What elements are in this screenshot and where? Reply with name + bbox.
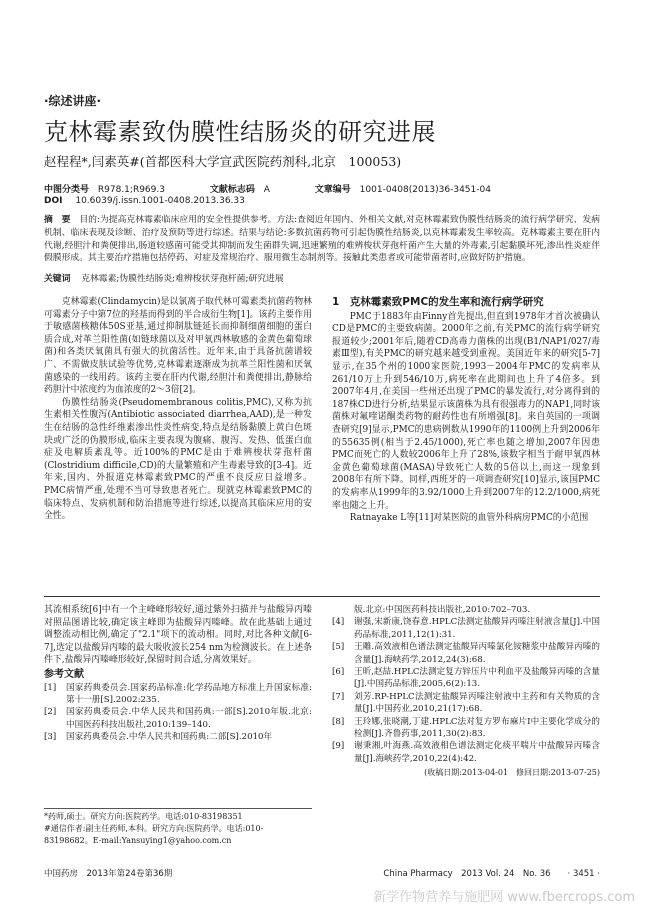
reference-item: [1] 国家药典委员会.国家药品标准:化学药品地方标准上升国家标准:第十一册[S].2002:235. bbox=[44, 682, 312, 705]
reference-item: [3] 国家药典委员会.中华人民共和国药典:二部[S].2010年 bbox=[44, 732, 273, 743]
references-heading: 参考文献 bbox=[44, 668, 84, 680]
reference-item: [9] 谢秉湘,叶海燕.高效液相色谱法测定化痰平喘片中盐酸异丙嗪含量[J].海峡药学,2010,22(4):42. bbox=[332, 741, 600, 764]
clc-label: 中图分类号 bbox=[44, 185, 90, 195]
body-paragraph: PMC于1883年由Finny首先提出,但直到1978年才首次被确认CD是PMC的主要致病菌。2000年之前,有关PMC的流行病学研究报道较少;2001年后,随着CD高毒力菌株的出现(B1/NAP1/027/毒素Ⅲ型),有关PMC的研究越来越受到重视。美国近年来的研究[5-7]显示,在35个州的1000家医院,1993－2004年PMC的发病率从261/10万上升到546/10万,病死率在此期间也上升了4倍多。到2007年4月,在美国一些州还出现了PMC的暴发流行,对分离得到的187株CD进行分析,结果显示该菌株为具有很强毒力的NAP1,同时该菌株对氟喹诺酮类药物的耐药性也有所增强[8]。来自英国的一项调查研究[9]显示,PMC的患病例数从1990年的1100例上升到2006年的55635例(相当于2.45/1000),死亡率也随之增加,2007年因患PMC而死亡的人数较2006年上升了28%,该数字相当于耐甲氧西林金黄色葡萄球菌(MASA)导致死亡人数的5倍以上,而这一现象到2008年有所下降。同样,西班牙的一项调查研究[10]显示,该国PMC的发病率从1999年的3.92/1000上升到2007年的12.2/1000,病死率也随之上升。 bbox=[332, 311, 600, 511]
lower-left-column bbox=[44, 604, 312, 744]
authors: 赵程程*,闫素英#(首都医科大学宣武医院药剂科,北京 100053) bbox=[44, 154, 402, 169]
reference-item: [6] 王昕,赵喆.HPLC法测定复方锌压片中利血平及盐酸异丙嗪的含量[J].中国药品标准,2005,6(2):13. bbox=[332, 667, 600, 690]
meta-row-classification bbox=[44, 182, 491, 195]
body-paragraph: Ratnayake L等[11]对某医院的血管外科病房PMC的小范围 bbox=[349, 513, 589, 524]
section-heading: 1 克林霉素致PMC的发生率和流行病学研究 bbox=[332, 296, 544, 308]
abstract bbox=[44, 214, 600, 265]
left-column bbox=[44, 296, 312, 523]
clc-value: R978.1;R969.3 bbox=[97, 185, 165, 195]
footer-journal-en: China Pharmacy 2013 Vol. 24 No. 36 · 3451 · bbox=[383, 869, 600, 879]
received-dates: (收稿日期:2013-04-01 修回日期:2013-07-25) bbox=[424, 768, 600, 778]
reference-item: [8] 王玲娜,张晓潮,丁建.HPLC法对复方罗布麻片Ⅰ中主要化学成分的检测[J].齐鲁药事,2011,30(2):83. bbox=[332, 716, 600, 740]
doi-label: DOI bbox=[44, 196, 63, 206]
abstract-label: 摘 要 bbox=[44, 215, 71, 225]
footnotes bbox=[44, 811, 312, 847]
footnote-rule bbox=[44, 808, 312, 809]
footnote-author: *药师,硕士。研究方向:医院药学。电话:010-83198351 bbox=[44, 812, 243, 821]
lower-right-column bbox=[332, 604, 600, 780]
reference-continuation: 版.北京:中国医药科技出版社,2010:702–703. bbox=[354, 605, 531, 615]
reference-item: [5] 王雕.高效液相色谱法测定盐酸异丙嗪氯化铵糖浆中盐酸异丙嗪的含量[J].海峡药学,2012,24(3):68. bbox=[332, 642, 600, 665]
body-paragraph: 伪膜性结肠炎(Pseudomembranous colitis,PMC),又称为抗生素相关性腹泻(Antibiotic associated diarrhea,AAD),是一种发生在结肠的急性纤维素渗出性炎性病变,特点是结肠黏膜上黄白色斑块或广泛的伪膜形成,临床主要表现为腹痛、腹泻、发热、低蛋白血症及电解质紊乱等。近100%的PMC是由于难辨梭状芽孢杆菌(Clostridium difficile,CD)的大量繁殖和产生毒素导致的[3-4]。近年来,国内、外报道克林霉素致PMC的严重不良反应日益增多。PMC病情严重,处理不当可导致患者死亡。现就克林霉素致PMC的临床特点、发病机制和防治措施等进行综述,以提高其临床应用的安全性。 bbox=[44, 397, 312, 522]
references-list bbox=[44, 682, 312, 744]
doc-value: A bbox=[263, 185, 270, 195]
body-paragraph: 其流相系统[6]中有一个主峰峰形较好,通过紫外扫描并与盐酸异丙嗪对照品图谱比较,确定该主峰即为盐酸异丙嗪峰。故在此基础上通过调整流动相比例,确定了"2.1"项下的流动相。同时,对比各种文献[6-7],选定以盐酸异丙嗪的最大吸收波长254 nm为检测波长。在上述条件下,盐酸异丙嗪峰形较好,保留时间合适,分离效果好。 bbox=[44, 605, 312, 666]
reference-item: [4] 谢强,宋新康,饶春意.HPLC法测定盐酸异丙嗪注射液含量[J].中国药品标准,2011,12(1):31. bbox=[332, 617, 600, 640]
article-title: 克林霉素致伪膜性结肠炎的研究进展 bbox=[44, 118, 436, 146]
keywords-text: 克林霉素;伪膜性结肠炎;难辨梭状芽孢杆菌;研究进展 bbox=[81, 274, 284, 284]
reference-item: [2] 国家药典委员会.中华人民共和国药典:一部[S].2010年版.北京:中国医药科技出版社,2010:139–140. bbox=[44, 707, 312, 730]
right-column bbox=[332, 296, 600, 525]
art-value: 1001-0408(2013)36-3451-04 bbox=[359, 185, 491, 195]
footnote-corresponding: #通信作者:副主任药师,本科。研究方向:医院药学。电话:010-83198682。E-mail:Yansuying1@yahoo.com.cn bbox=[44, 824, 264, 845]
watermark: 新学作物营养与施肥网 www.fbercrops.com bbox=[373, 890, 635, 905]
keywords bbox=[44, 271, 600, 284]
doc-label: 文献标志码 bbox=[209, 185, 255, 195]
body-paragraph: 克林霉素(Clindamycin)是以氯离子取代林可霉素类抗菌药物林可霉素分子中第7位的羟基而得到的半合成衍生物[1]。该药主要作用于敏感菌核糖体50S亚基,通过抑制肽链延长而抑制细菌细胞的蛋白质合成,对革兰阳性菌(如链球菌以及对甲氧西林敏感的金黄色葡萄球菌)和各类厌氧菌具有强大的抗菌活性。近年来,由于具备抗菌谱较广、不需做皮肤试验等优势,克林霉素逐渐成为抗革兰阳性菌和厌氧菌感染的一线用药。该药主要在肝内代谢,经胆汁和粪便排出,静脉给药胆汁中浓度约为血浓度的2～3倍[2]。 bbox=[44, 297, 312, 396]
footer-journal-cn: 中国药房 2013年第24卷第36期 bbox=[44, 869, 173, 879]
art-label: 文章编号 bbox=[314, 185, 351, 195]
section-tag: ·综述讲座· bbox=[44, 94, 102, 108]
reference-item: [7] 刘芳.RP-HPLC法测定盐酸异丙嗪注射液中主药和有关物质的含量[J].中国药业,2010,21(17):68. bbox=[332, 691, 600, 715]
abstract-text: 目的:为提高克林霉素临床应用的安全性提供参考。方法:查阅近年国内、外相关文献,对克林霉素致伪膜性结肠炎的流行病学研究、发病机制、临床表现及诊断、治疗及预防等进行综述。结果与结论:多数抗菌药物可引起伪膜性结肠炎,以克林霉素发生率较高。克林霉素主要在肝内代谢,经胆汁和粪便排出,肠道较感菌可能受其抑制而发生菌群失调,迅速繁殖的难辨梭状芽孢杆菌产生大量的外毒素,引起黏膜坏死,渗出性炎症伴假膜形成。其主要治疗措施包括停药、对症及常规治疗、服用微生态制剂等。接触此类患者或可能带菌者时,应做好防护措施。 bbox=[44, 215, 600, 264]
keywords-label: 关键词 bbox=[44, 274, 71, 284]
meta-row-doi bbox=[44, 196, 245, 206]
doi-value: 10.6039/j.issn.1001-0408.2013.36.33 bbox=[75, 196, 245, 206]
section-divider bbox=[44, 596, 600, 597]
